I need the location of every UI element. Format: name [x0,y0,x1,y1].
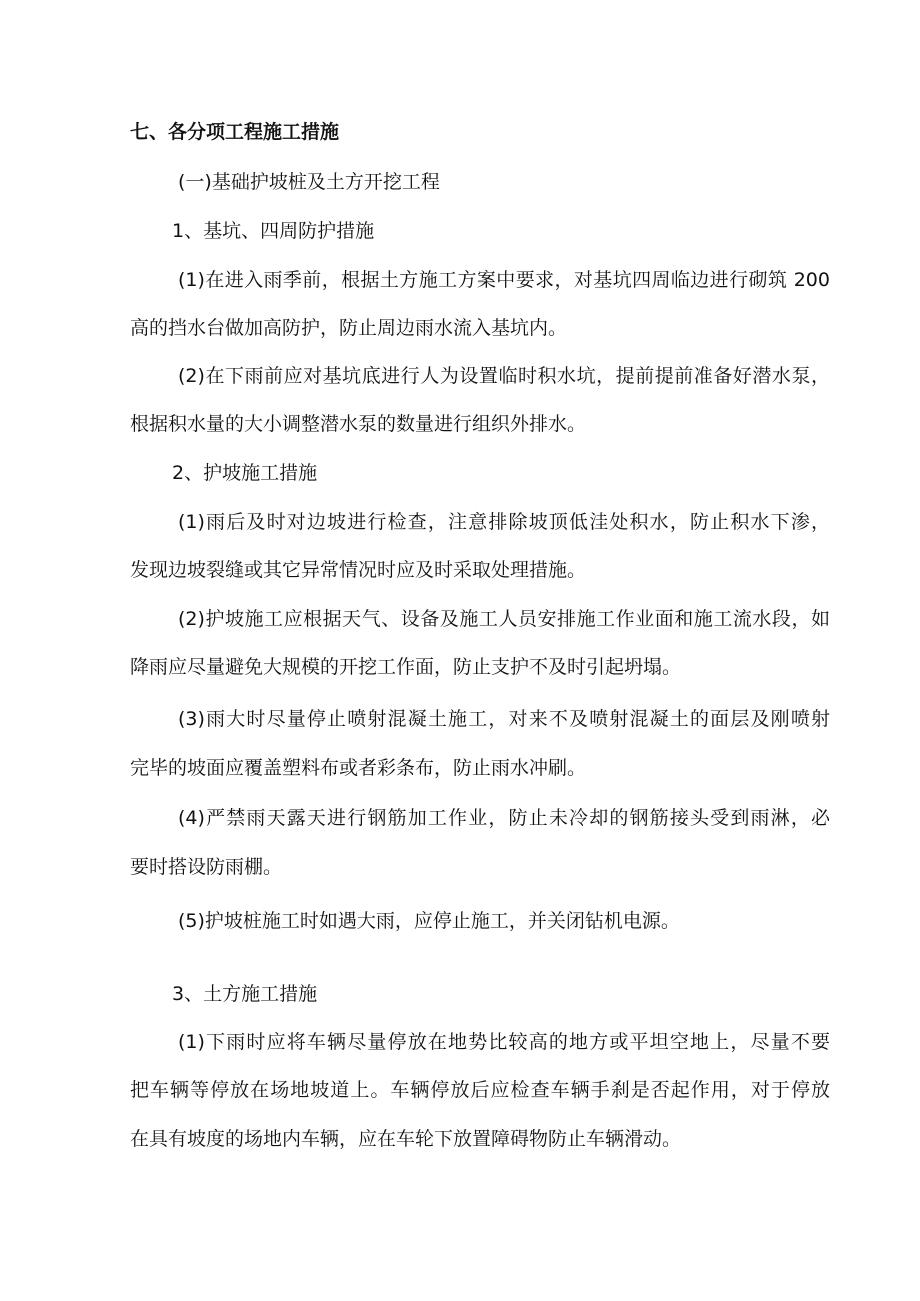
paragraph-line: (2)在下雨前应对基坑底进行人为设置临时积水坑，提前提前准备好潜水泵， [178,365,830,387]
section-title: 七、各分项工程施工措施 [130,121,340,143]
subsection-heading: (一)基础护坡桩及土方开挖工程 [178,171,440,193]
paragraph-line: 在具有坡度的场地内车辆，应在车轮下放置障碍物防止车辆滑动。 [130,1128,682,1150]
paragraph-line: (1)下雨时应将车辆尽量停放在地势比较高的地方或平坦空地上，尽量不要 [178,1031,830,1053]
paragraph-line: 根据积水量的大小调整潜水泵的数量进行组织外排水。 [130,413,587,435]
paragraph-line: 降雨应尽量避免大规模的开挖工作面，防止支护不及时引起坍塌。 [130,656,682,678]
paragraph-line: 发现边坡裂缝或其它异常情况时应及时采取处理措施。 [130,559,587,581]
paragraph-line: (3)雨大时尽量停止喷射混凝土施工，对来不及喷射混凝土的面层及刚喷射 [178,708,830,730]
paragraph-line: (5)护坡桩施工时如遇大雨，应停止施工，并关闭钻机电源。 [178,910,680,932]
item-heading-3: 3、土方施工措施 [172,983,318,1005]
paragraph-line: (1)雨后及时对边坡进行检查，注意排除坡顶低洼处积水，防止积水下渗， [178,511,830,533]
paragraph-line: 要时搭设防雨棚。 [130,856,283,878]
paragraph-line: 把车辆等停放在场地坡道上。车辆停放后应检查车辆手刹是否起作用，对于停放 [130,1079,830,1101]
paragraph-line: 高的挡水台做加高防护，防止周边雨水流入基坑内。 [130,317,568,339]
paragraph-line: (4)严禁雨天露天进行钢筋加工作业，防止未冷却的钢筋接头受到雨淋，必 [178,807,830,829]
paragraph-line: (1)在进入雨季前，根据土方施工方案中要求，对基坑四周临边进行砌筑 200 [178,269,830,291]
item-heading-2: 2、护坡施工措施 [172,462,318,484]
paragraph-line: 完毕的坡面应覆盖塑料布或者彩条布，防止雨水冲刷。 [130,757,587,779]
paragraph-line: (2)护坡施工应根据天气、设备及施工人员安排施工作业面和施工流水段，如 [178,608,830,630]
item-heading-1: 1、基坑、四周防护措施 [172,220,375,242]
